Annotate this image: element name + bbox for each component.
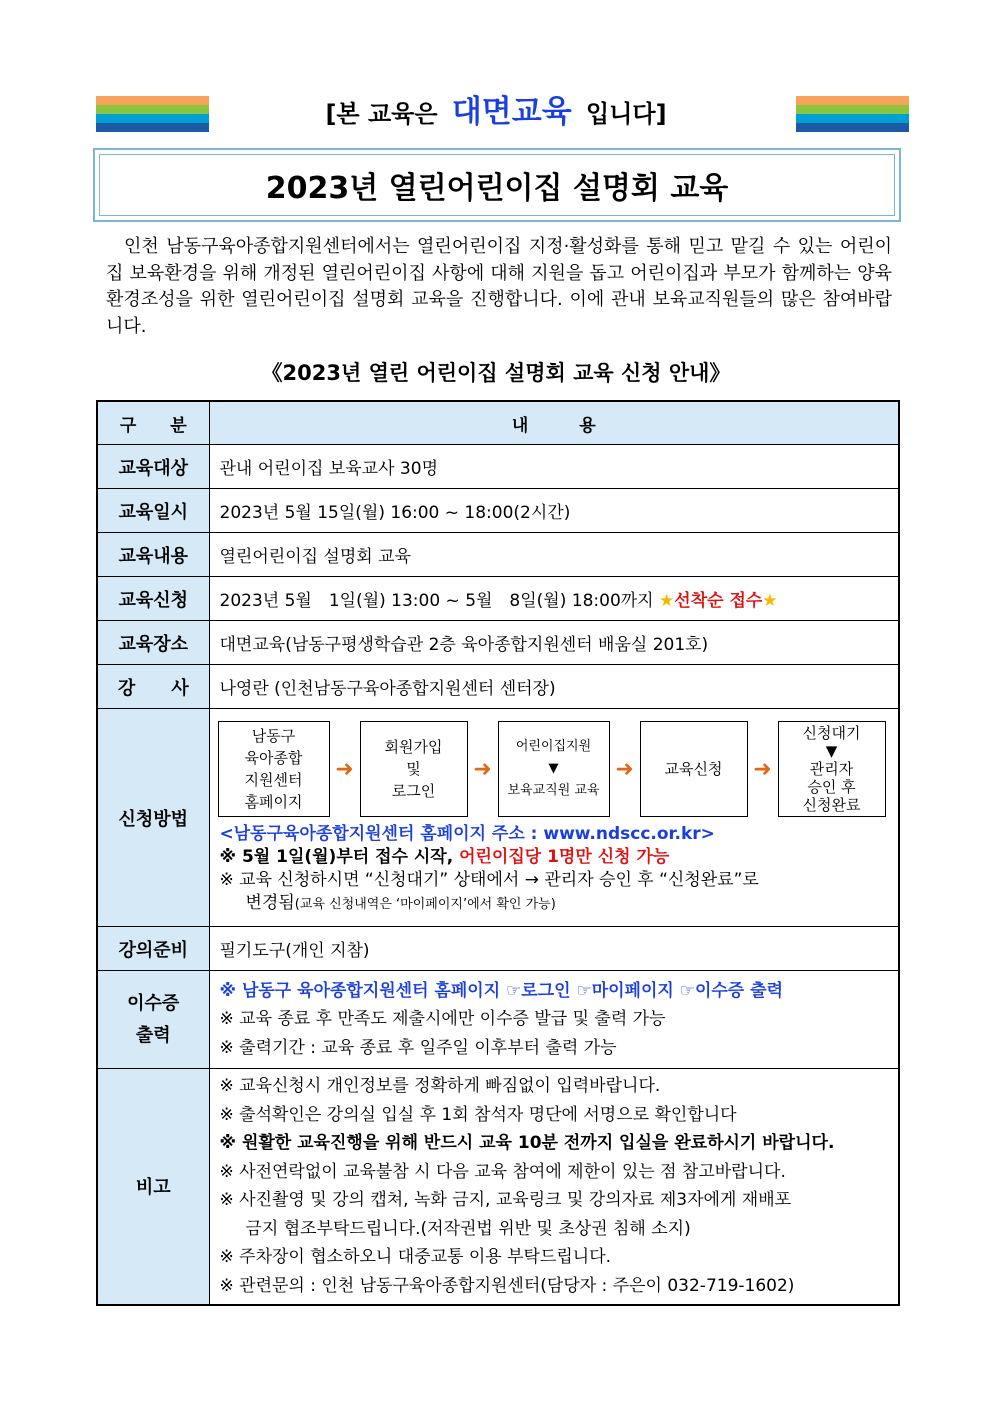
remark-line: ※ 원활한 교육진행을 위해 반드시 교육 10분 전까지 입실을 완료하시기 바랍니다.	[219, 1133, 835, 1154]
table-row	[97, 1069, 899, 1305]
section-subtitle: 《2023년 열린 어린이집 설명회 교육 신청 안내》	[261, 361, 731, 385]
remarks-cell	[209, 1069, 899, 1305]
row-label: 신청방법	[97, 709, 209, 927]
table-row	[97, 665, 899, 709]
row-label: 강 사	[97, 665, 209, 709]
row-value: 대면교육(남동구평생학습관 2층 육아종합지원센터 배움실 201호)	[209, 621, 899, 665]
table-row	[97, 621, 899, 665]
row-value: 나영란 (인천남동구육아종합지원센터 센터장)	[209, 665, 899, 709]
header-content: 내 용	[209, 401, 899, 445]
cert-line: ※ 남동구 육아종합지원센터 홈페이지 ☞로그인 ☞마이페이지 ☞이수증 출력	[219, 980, 783, 1001]
flow-step-login: 회원가입 및 로그인	[360, 721, 468, 817]
row-value: 관내 어린이집 보육교사 30명	[209, 445, 899, 489]
first-come-badge: 선착순 접수	[674, 591, 763, 611]
row-label: 교육신청	[97, 577, 209, 621]
flow-step-homepage: 남동구 육아종합 지원센터 홈페이지	[218, 721, 330, 817]
page-title: 2023년 열린어린이집 설명회 교육	[99, 154, 895, 216]
table-row	[97, 971, 899, 1069]
remark-line: ※ 사전연락없이 교육불참 시 다음 교육 참여에 제한이 있는 점 참고바랍니다.	[219, 1161, 786, 1182]
row-value: 필기도구(개인 지참)	[209, 927, 899, 971]
banner-prefix: [본 교육은	[325, 100, 438, 128]
info-table	[96, 400, 900, 1306]
table-row	[97, 709, 899, 927]
row-label: 교육장소	[97, 621, 209, 665]
banner-emphasis: 대면교육	[451, 94, 572, 130]
table-row	[97, 489, 899, 533]
remark-line: ※ 출석확인은 강의실 입실 후 1회 참석자 명단에 서명으로 확인합니다	[219, 1104, 737, 1125]
apply-flow	[218, 721, 889, 817]
star-icon: ★	[659, 591, 675, 611]
table-row	[97, 533, 899, 577]
row-value: 2023년 5월 15일(월) 16:00 ~ 18:00(2시간)	[209, 489, 899, 533]
arrow-right-icon: ➜	[473, 756, 492, 782]
arrow-right-icon: ➜	[615, 756, 634, 782]
row-value	[209, 577, 899, 621]
arrow-right-icon: ➜	[335, 756, 354, 782]
row-value: 열린어린이집 설명회 교육	[209, 533, 899, 577]
intro-paragraph: 인천 남동구육아종합지원센터에서는 열린어린이집 지정·활성화를 통해 믿고 맡길 수 있는 어린이집 보육환경을 위해 개정된 열린어린이집 사항에 대해 지원을 돕고 어린이집과 부모가 함께하는 양육환경조성을 위한 열린어린이집 설명회 교육을 진행합니다. 이에 관내 보육교직원들의 많은 참여바랍니다.	[106, 236, 892, 337]
banner-suffix: 입니다]	[586, 100, 667, 128]
homepage-address: <남동구육아종합지원센터 홈페이지 주소 : www.ndscc.or.kr>	[219, 824, 715, 844]
method-cell	[209, 709, 899, 927]
flow-step-apply: 교육신청	[640, 721, 748, 817]
cert-cell	[209, 971, 899, 1069]
remark-line: ※ 관련문의 : 인천 남동구육아종합지원센터(담당자 : 주은이 032-719-1602)	[219, 1275, 795, 1296]
row-label: 비고	[97, 1069, 209, 1305]
row-label: 이수증 출력	[97, 971, 209, 1069]
arrow-right-icon: ➜	[753, 756, 772, 782]
row-label: 교육대상	[97, 445, 209, 489]
status-notice-cont: 변경됨(교육 신청내역은 ‘마이페이지’에서 확인 가능)	[245, 893, 556, 913]
apply-period: 2023년 5월 1일(월) 13:00 ~ 5월 8일(월) 18:00까지	[219, 591, 654, 611]
cert-line: ※ 교육 종료 후 만족도 제출시에만 이수증 발급 및 출력 가능	[219, 1009, 666, 1030]
row-label: 교육내용	[97, 533, 209, 577]
cert-line: ※ 출력기간 : 교육 종료 후 일주일 이후부터 출력 가능	[219, 1037, 617, 1058]
table-row	[97, 927, 899, 971]
remark-line: ※ 교육신청시 개인정보를 정확하게 빠짐없이 입력바랍니다.	[219, 1076, 661, 1097]
title-box	[93, 148, 901, 222]
start-notice: ※ 5월 1일(월)부터 접수 시작, 어린이집당 1명만 신청 가능	[219, 847, 670, 867]
row-label: 교육일시	[97, 489, 209, 533]
remark-line: ※ 사진촬영 및 강의 캡쳐, 녹화 금지, 교육링크 및 강의자료 제3자에게 재배포	[219, 1190, 792, 1211]
remark-line: ※ 주차장이 협소하오니 대중교통 이용 부탁드립니다.	[219, 1247, 612, 1268]
table-row	[97, 445, 899, 489]
flow-step-complete: 신청대기 ▼ 관리자 승인 후 신청완료	[778, 721, 886, 817]
table-header-row	[97, 401, 899, 445]
banner	[0, 92, 992, 134]
row-label: 강의준비	[97, 927, 209, 971]
table-row	[97, 577, 899, 621]
star-icon: ★	[762, 591, 778, 611]
header-category: 구 분	[97, 401, 209, 445]
status-notice: ※ 교육 신청하시면 “신청대기” 상태에서 → 관리자 승인 후 “신청완료”로	[219, 870, 759, 890]
remark-line: 금지 협조부탁드립니다.(저작권법 위반 및 초상권 침해 소지)	[245, 1218, 691, 1239]
flow-step-menu: 어린이집지원 ▼ 보육교직원 교육	[498, 721, 610, 817]
